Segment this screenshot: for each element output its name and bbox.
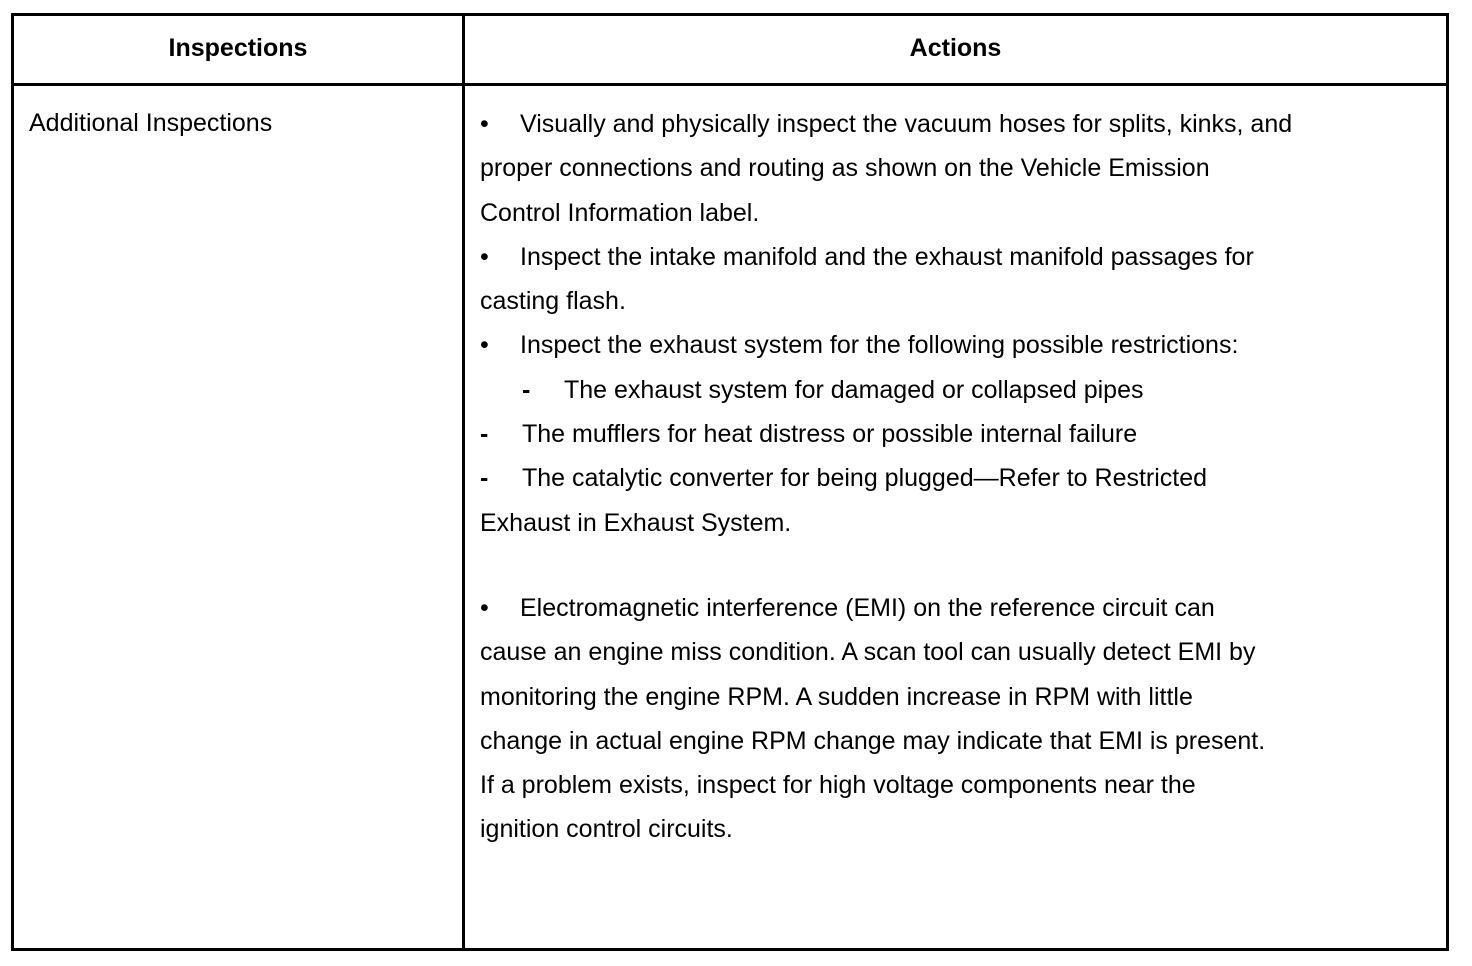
action-text: Inspect the exhaust system for the following possible restrictions: bbox=[520, 331, 1239, 360]
action-line bbox=[480, 323, 1410, 367]
column-divider bbox=[462, 16, 465, 948]
dash-marker: - bbox=[522, 375, 531, 404]
bullet-marker: • bbox=[480, 331, 489, 360]
spacer bbox=[480, 545, 1410, 586]
action-text: The exhaust system for damaged or collapsed pipes bbox=[564, 375, 1144, 404]
inspection-table bbox=[11, 13, 1449, 951]
action-line bbox=[480, 586, 1410, 630]
header-inspections: Inspections bbox=[168, 34, 308, 62]
action-line: If a problem exists, inspect for high voltage components near the bbox=[480, 771, 1196, 800]
action-line: monitoring the engine RPM. A sudden increase in RPM with little bbox=[480, 682, 1193, 711]
action-line: cause an engine miss condition. A scan tool can usually detect EMI by bbox=[480, 638, 1256, 667]
action-text: Electromagnetic interference (EMI) on the reference circuit can bbox=[520, 593, 1215, 622]
action-line bbox=[480, 102, 1410, 146]
action-line bbox=[480, 235, 1410, 279]
dash-marker: - bbox=[480, 420, 489, 449]
action-text: Inspect the intake manifold and the exhaust manifold passages for bbox=[520, 242, 1254, 271]
inspection-cell: Additional Inspections bbox=[29, 109, 273, 137]
bullet-marker: • bbox=[480, 593, 489, 622]
actions-cell bbox=[480, 102, 1410, 852]
action-text: The catalytic converter for being plugged—Refer to Restricted bbox=[522, 464, 1208, 493]
bullet-marker: • bbox=[480, 110, 489, 138]
header-actions: Actions bbox=[909, 34, 1002, 62]
action-line: ignition control circuits. bbox=[480, 815, 733, 844]
action-line: proper connections and routing as shown on the Vehicle Emission bbox=[480, 154, 1210, 183]
action-line bbox=[480, 368, 1410, 412]
action-text: Visually and physically inspect the vacuum hoses for splits, kinks, and bbox=[520, 110, 1293, 138]
action-line bbox=[480, 456, 1410, 500]
action-line: Control Information label. bbox=[480, 198, 760, 227]
action-line: Exhaust in Exhaust System. bbox=[480, 508, 792, 537]
dash-marker: - bbox=[480, 464, 489, 493]
action-text: The mufflers for heat distress or possible internal failure bbox=[522, 420, 1138, 449]
action-line: change in actual engine RPM change may indicate that EMI is present. bbox=[480, 726, 1266, 755]
bullet-marker: • bbox=[480, 242, 489, 271]
action-line: casting flash. bbox=[480, 287, 626, 316]
header-divider bbox=[14, 83, 1446, 86]
action-line bbox=[480, 412, 1410, 456]
